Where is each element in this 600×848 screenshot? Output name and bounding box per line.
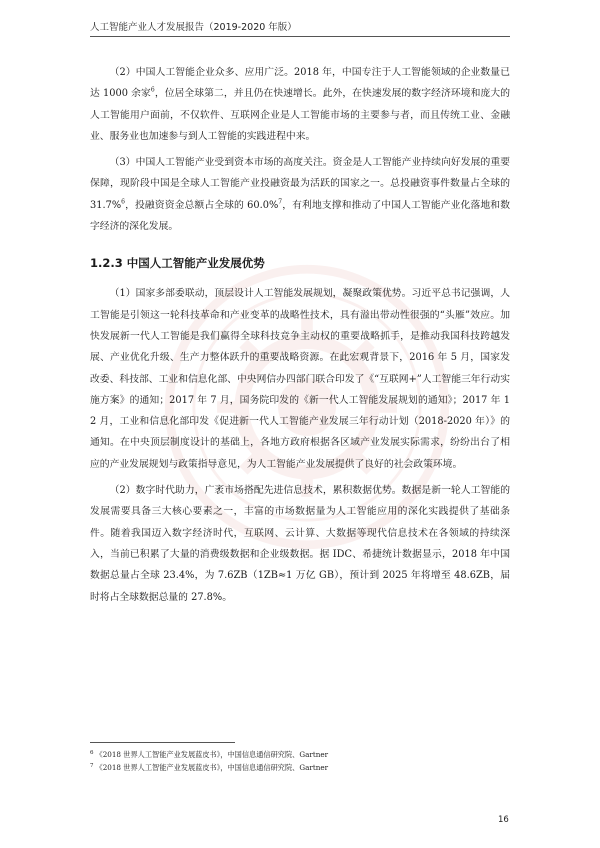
top-paragraphs (90, 62, 510, 237)
footnote-text: 《2018 世界人工智能产业发展蓝皮书》，中国信息通信研究院、Gartner (95, 763, 329, 772)
paragraph-text: （2）数字时代助力，广袤市场搭配先进信息技术，累积数据优势。数据是新一轮人工智能的发展需要具备三大核心要素之一，丰富的市场数据量为人工智能应用的深化实践提供了基础条件。随着我国迈入数字经济时代，互联网、云计算、大数据等现代信息技术在各领域的持续深入，当前已积累了大量的消费级数据和企业级数据。据 IDC、希捷统计数据显示，2018 年中国数据总量占全球 23.4%，为 7.6ZB（1ZB≈1 万亿 GB），预计到 2025 年将增至 48.6ZB，届时将占全球数据总量的 27.8%。 (90, 485, 510, 603)
header-title: 人工智能产业人才发展报告（2019-2020 年版） (90, 22, 297, 33)
page-body (90, 62, 510, 613)
section-heading: 1.2.3 中国人工智能产业发展优势 (90, 256, 265, 271)
body-paragraph (90, 283, 510, 475)
footnote-marker: 6 (150, 87, 155, 95)
footnote-number: 6 (90, 749, 94, 756)
footnote-text: 《2018 世界人工智能产业发展蓝皮书》，中国信息通信研究院、Gartner (95, 750, 329, 759)
body-paragraph (90, 480, 510, 608)
footnote-number: 7 (90, 762, 94, 769)
paragraph-text: ，投融资资金总额占全球的 60.0% (124, 199, 279, 211)
footnote-item (90, 761, 510, 774)
paragraph-text: （2）中国人工智能企业众多、应用广泛。2018 年，中国专注于人工智能领域的企业数量已达 1000 余家 (90, 67, 510, 100)
page-header (90, 19, 510, 37)
body-paragraph (90, 152, 510, 237)
paragraph-text: （3）中国人工智能产业受到资本市场的高度关注。资金是人工智能产业持续向好发展的重要保障，现阶段中国是全球人工智能产业投融资最为活跃的国家之一。总投融资事件数量占全球的 31.7% (90, 157, 510, 211)
page-number: 16 (498, 815, 509, 825)
footnotes (90, 748, 510, 774)
footnote-marker: 7 (278, 198, 283, 206)
bottom-paragraphs (90, 283, 510, 607)
paragraph-text: ，有利地支撑和推动了中国人工智能产业化落地和数字经济的深化发展。 (90, 199, 510, 233)
footnote-item (90, 748, 510, 761)
footnote-marker: 6 (121, 198, 125, 206)
paragraph-text: ，位居全球第二，并且仍在快速增长。此外，在快速发展的数字经济环境和庞大的人工智能用户面前，不仅软件、互联网企业是人工智能市场的主要参与者，而且传统工业、金融业、服务业也加速参与到人工智能的实践进程中来。 (90, 88, 511, 142)
body-paragraph (90, 62, 510, 147)
footnote-divider (90, 742, 235, 743)
paragraph-text: （1）国家多部委联动，顶层设计人工智能发展规划，凝聚政策优势。习近平总书记强调，人工智能是引领这一轮科技革命和产业变革的战略性技术，具有溢出带动性很强的“头雁”效应。加快发展新一代人工智能是我们赢得全球科技竞争主动权的重要战略抓手，是推动我国科技跨越发展、产业优化升级、生产力整体跃升的重要战略资源。在此宏观背景下，2016 年 5 月，国家发改委、科技部、工业和信息化部、中央网信办四部门联合印发了《“互联网+”人工智能三年行动实施方案》的通知；2017 年 7 月，国务院印发的《新一代人工智能发展规划的通知》；2017 年 12 月，工业和信息化部印发《促进新一代人工智能产业发展三年行动计划（2018-2020 年）》的通知。在中央顶层制度设计的基础上，各地方政府根据各区域产业发展实际需求，纷纷出台了相应的产业发展规划与政策指导意见，为人工智能产业发展提供了良好的社会政策环境。 (90, 288, 510, 470)
